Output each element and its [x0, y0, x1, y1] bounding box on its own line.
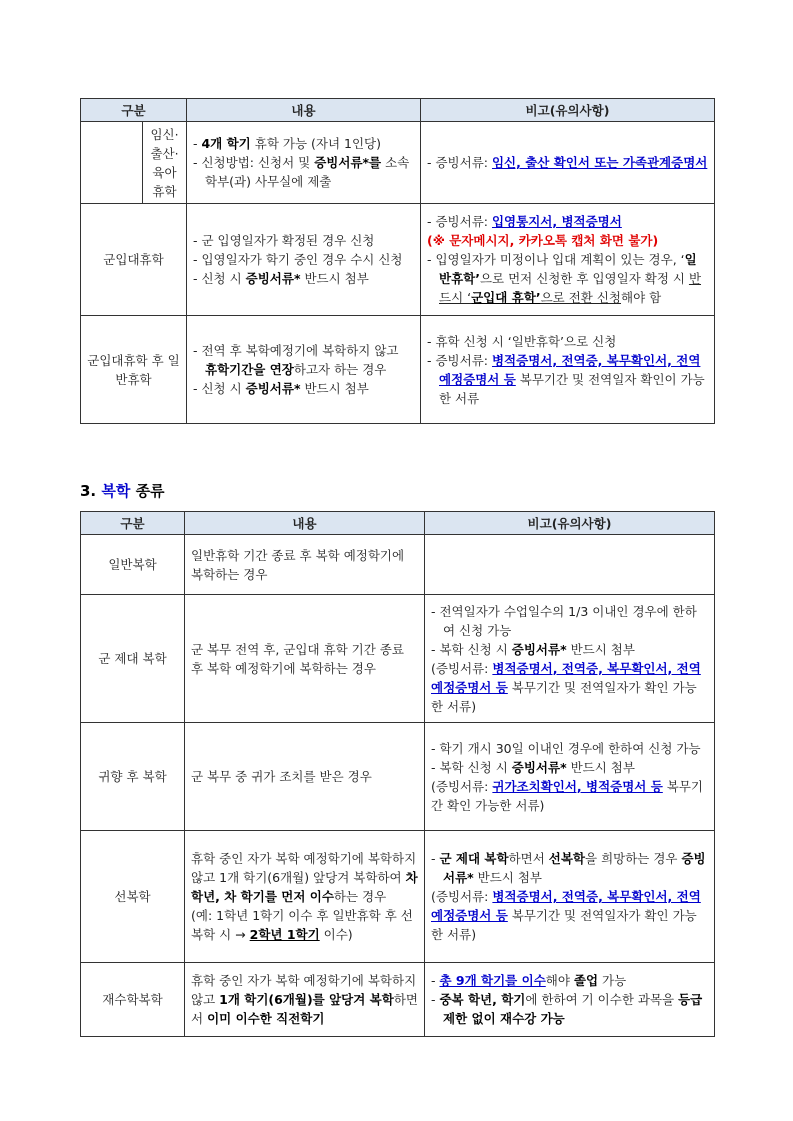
category-cell: 재수학복학	[81, 963, 185, 1037]
document-link[interactable]: 병적증명서, 전역증, 복무확인서, 전역예정증명서 등	[431, 660, 701, 695]
table-header-row	[81, 512, 715, 535]
document-link[interactable]: 귀가조치확인서, 병적증명서 등	[492, 778, 663, 794]
warning-text: (※ 문자메시지, 카카오톡 캡처 화면 불가)	[427, 233, 659, 248]
content-cell: 군 복무 전역 후, 군입대 휴학 기간 종료 후 복학 예정학기에 복학하는 경우	[185, 595, 425, 723]
document-link[interactable]: 임신, 출산 확인서 또는 가족관계증명서	[491, 155, 708, 170]
note-cell: - 전역일자가 수업일수의 1/3 이내인 경우에 한하여 신청 가능 - 복학 신청 시 증빙서류* 반드시 첨부 (증빙서류: 병적증명서, 전역증, 복무확인서, 전역예정증명서 등 복무기간 및 전역일자가 확인 가능한 서류)	[425, 595, 715, 723]
header-content: 내용	[185, 512, 425, 535]
category-cell: 선복학	[81, 831, 185, 963]
document-link[interactable]: 병적증명서, 전역증, 복무확인서, 전역예정증명서 등	[439, 352, 701, 387]
note-cell	[425, 535, 715, 595]
note-cell: - 군 제대 복학하면서 선복학을 희망하는 경우 증빙서류* 반드시 첨부 (증빙서류: 병적증명서, 전역증, 복무확인서, 전역예정증명서 등 복무기간 및 전역일자가 확인 가능한 서류)	[425, 831, 715, 963]
table-row	[81, 204, 715, 316]
section-title: 3. 복학 종류	[80, 482, 165, 500]
return-types-table	[80, 511, 715, 1037]
document-link[interactable]: 총 9개 학기를 이수	[439, 973, 546, 988]
table-row	[81, 963, 715, 1037]
category-cell: 일반복학	[81, 535, 185, 595]
header-content: 내용	[187, 99, 421, 122]
table-row	[81, 595, 715, 723]
table-row	[81, 122, 715, 204]
document-link[interactable]: 입영통지서, 병적증명서	[491, 214, 622, 229]
category-military-general: 군입대휴학 후 일반휴학	[81, 316, 187, 424]
category-military: 군입대휴학	[81, 204, 187, 316]
table-row	[81, 535, 715, 595]
empty-cell	[81, 122, 143, 204]
content-cell: - 4개 학기 휴학 가능 (자녀 1인당) - 신청방법: 신청서 및 증빙서류*를 소속 학부(과) 사무실에 제출	[187, 122, 421, 204]
header-category: 구분	[81, 99, 187, 122]
leave-types-table	[80, 98, 715, 424]
note-cell: - 증빙서류: 임신, 출산 확인서 또는 가족관계증명서	[421, 122, 715, 204]
table-row	[81, 723, 715, 831]
category-cell: 군 제대 복학	[81, 595, 185, 723]
content-cell: - 군 입영일자가 확정된 경우 신청 - 입영일자가 학기 중인 경우 수시 신청 - 신청 시 증빙서류* 반드시 첨부	[187, 204, 421, 316]
header-note: 비고(유의사항)	[425, 512, 715, 535]
table-row	[81, 831, 715, 963]
content-cell: 휴학 중인 자가 복학 예정학기에 복학하지 않고 1개 학기(6개월)를 앞당겨 복학하면서 이미 이수한 직전학기	[185, 963, 425, 1037]
category-cell: 귀향 후 복학	[81, 723, 185, 831]
header-note: 비고(유의사항)	[421, 99, 715, 122]
note-cell: - 학기 개시 30일 이내인 경우에 한하여 신청 가능 - 복학 신청 시 증빙서류* 반드시 첨부 (증빙서류: 귀가조치확인서, 병적증명서 등 복무기간 확인 가능한 서류)	[425, 723, 715, 831]
header-category: 구분	[81, 512, 185, 535]
subcategory-parental: 임신· 출산· 육아 휴학	[143, 122, 187, 204]
table-header-row	[81, 99, 715, 122]
content-cell: 일반휴학 기간 종료 후 복학 예정학기에 복학하는 경우	[185, 535, 425, 595]
content-cell: - 전역 후 복학예정기에 복학하지 않고 휴학기간을 연장하고자 하는 경우 - 신청 시 증빙서류* 반드시 첨부	[187, 316, 421, 424]
document-link[interactable]: 병적증명서, 전역증, 복무확인서, 전역예정증명서 등	[431, 889, 701, 923]
content-cell: 군 복무 중 귀가 조치를 받은 경우	[185, 723, 425, 831]
note-cell: - 증빙서류: 입영통지서, 병적증명서 (※ 문자메시지, 카카오톡 캡처 화면 불가) - 입영일자가 미정이나 입대 계획이 있는 경우, ‘일반휴학’으로 먼저 신청한 후 입영일자 확정 시 반드시 ‘군입대 휴학’으로 전환 신청해야 함	[421, 204, 715, 316]
note-cell: - 휴학 신청 시 ‘일반휴학’으로 신청 - 증빙서류: 병적증명서, 전역증, 복무확인서, 전역예정증명서 등 복무기간 및 전역일자 확인이 가능한 서류	[421, 316, 715, 424]
content-cell: 휴학 중인 자가 복학 예정학기에 복학하지 않고 1개 학기(6개월) 앞당겨 복학하여 차 학년, 차 학기를 먼저 이수하는 경우 (예: 1학년 1학기 이수 후 일반휴학 후 선복학 시 → 2학년 1학기 이수)	[185, 831, 425, 963]
table-row	[81, 316, 715, 424]
note-cell: - 총 9개 학기를 이수해야 졸업 가능 - 중복 학년, 학기에 한하여 기 이수한 과목을 등급 제한 없이 재수강 가능	[425, 963, 715, 1037]
